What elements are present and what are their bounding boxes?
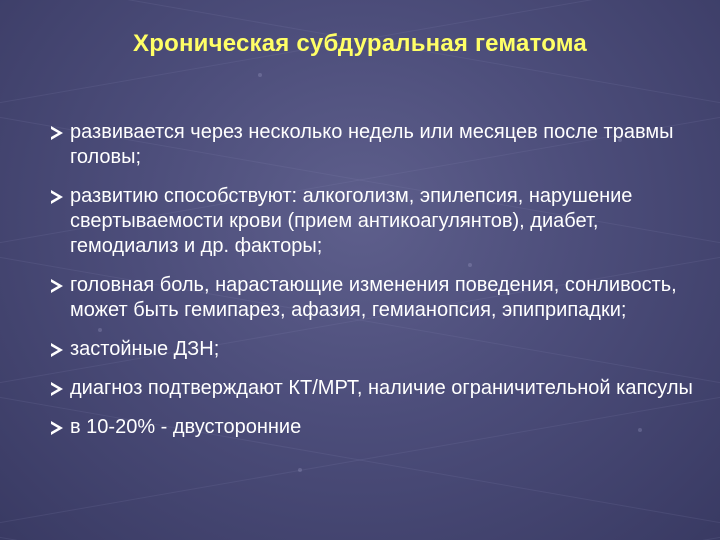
bullet-text: диагноз подтверждают КТ/МРТ, наличие ограничительной капсулы [70, 377, 693, 399]
bullet-text: в 10-20% - двусторонние [70, 416, 302, 438]
list-item [48, 184, 708, 259]
arrow-chevron-icon [48, 341, 66, 359]
bullet-list [48, 120, 708, 440]
arrow-chevron-icon [48, 419, 66, 437]
slide-title: Хроническая субдуральная гематома [133, 30, 587, 57]
list-item [48, 415, 708, 440]
list-item [48, 376, 708, 401]
arrow-chevron-icon [48, 277, 66, 295]
list-item [48, 273, 708, 323]
bullet-text: развивается через несколько недель или месяцев после травмы головы; [70, 121, 674, 168]
bullet-text: развитию способствуют: алкоголизм, эпилепсия, нарушение свертываемости крови (прием антикоагулянтов), диабет, гемодиализ и др. факторы; [70, 185, 633, 257]
bullet-text: головная боль, нарастающие изменения поведения, сонливость, может быть гемипарез, афазия, гемианопсия, эпиприпадки; [70, 274, 677, 321]
bullet-text: застойные ДЗН; [70, 338, 220, 360]
list-item [48, 337, 708, 362]
list-item [48, 120, 708, 170]
arrow-chevron-icon [48, 124, 66, 142]
arrow-chevron-icon [48, 188, 66, 206]
arrow-chevron-icon [48, 380, 66, 398]
